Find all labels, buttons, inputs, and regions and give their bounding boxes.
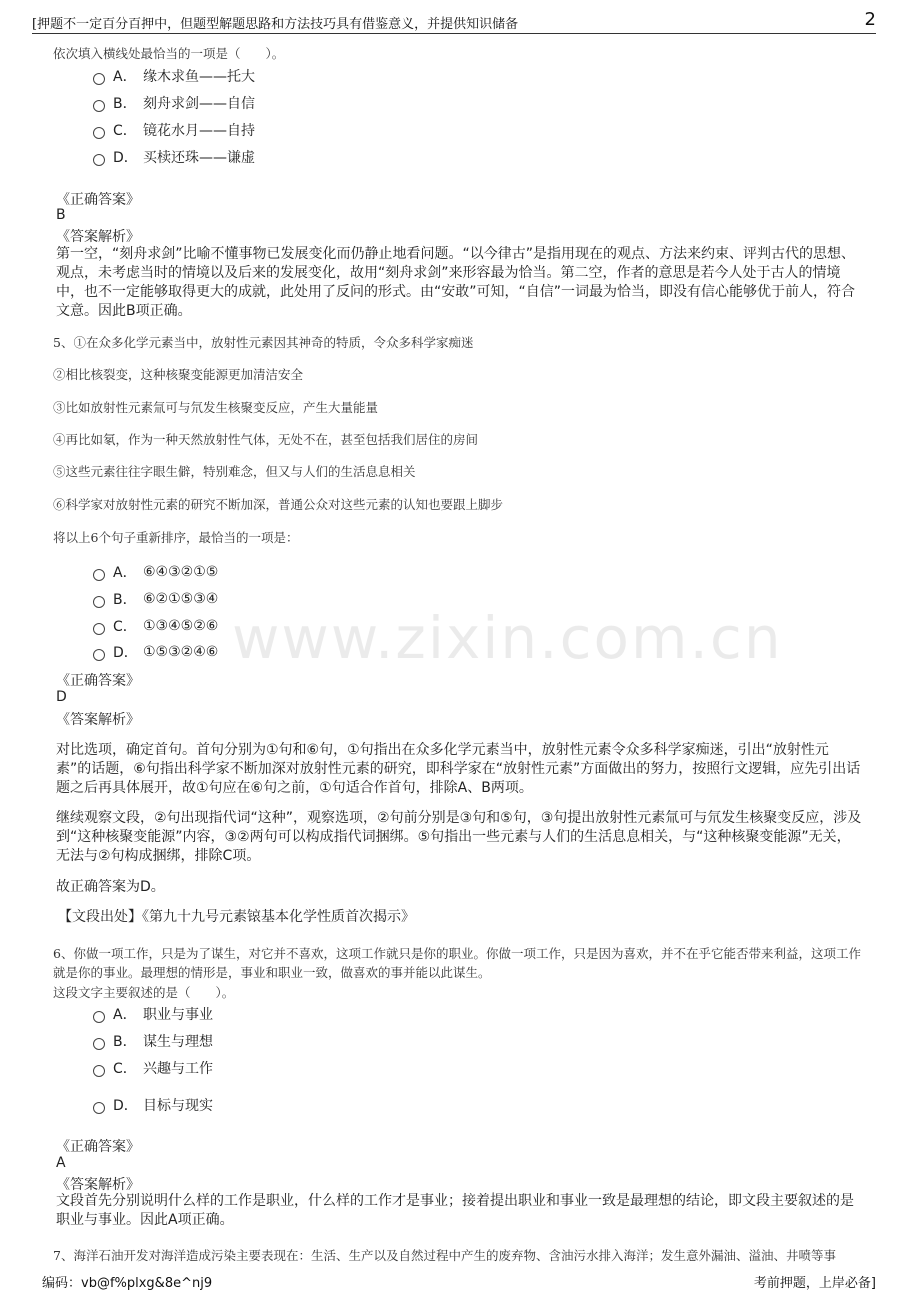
radio-icon[interactable] [93, 623, 105, 635]
option-letter: A． [113, 565, 137, 581]
footer-code: 编码：vb@f%plxg&8e^nj9 [42, 1276, 213, 1291]
q5-option-d[interactable] [93, 642, 218, 662]
q5-analysis-label: 《答案解析》 [56, 712, 140, 728]
q5-answer: D [56, 689, 67, 705]
option-letter: B． [113, 1034, 137, 1050]
radio-icon[interactable] [93, 100, 105, 112]
q5-answer-label: 《正确答案》 [56, 673, 140, 689]
radio-icon[interactable] [93, 1065, 105, 1077]
option-text: ⑥④③②①⑤ [143, 564, 219, 580]
q5-analysis-para-3: 故正确答案为D。 [56, 879, 165, 895]
option-letter: C． [113, 123, 137, 139]
option-letter: B． [113, 96, 137, 112]
option-letter: C． [113, 619, 137, 635]
q4-analysis-label: 《答案解析》 [56, 229, 140, 245]
option-text: 职业与事业 [143, 1007, 213, 1023]
option-text: ⑥②①⑤③④ [143, 591, 219, 607]
q6-answer-label: 《正确答案》 [56, 1139, 140, 1155]
q5-sentence-5: ⑤这些元素往往字眼生僻，特别难念，但又与人们的生活息息相关 [53, 464, 416, 479]
q5-source: 【文段出处】《第九十九号元素锿基本化学性质首次揭示》 [58, 909, 415, 925]
option-letter: D． [113, 150, 138, 166]
q4-option-d[interactable] [93, 147, 255, 167]
option-text: 目标与现实 [143, 1098, 213, 1114]
option-text: 镜花水月——自持 [143, 123, 255, 139]
page-number: 2 [864, 9, 876, 30]
radio-icon[interactable] [93, 569, 105, 581]
q4-option-b[interactable] [93, 93, 255, 113]
q6-analysis-label: 《答案解析》 [56, 1177, 140, 1193]
option-letter: A． [113, 69, 137, 85]
option-text: ①③④⑤②⑥ [143, 618, 219, 634]
q5-analysis-para-2: 继续观察文段，②句出现指代词“这种”，观察选项，②句前分别是③句和⑤句，③句提出放射性元素氚可与氘发生核聚变反应，涉及到“这种核聚变能源”内容，③②两句可以构成指代词捆绑。⑤句指出一些元素与人们的生活息息相关，与“这种核聚变能源”无关，无法与②句构成捆绑，排除C项。 [56, 810, 862, 864]
option-text: 缘木求鱼——托大 [143, 69, 255, 85]
header-text: [押题不一定百分百押中，但题型解题思路和方法技巧具有借鉴意义，并提供知识储备 [32, 17, 519, 32]
option-text: ①⑤③②④⑥ [143, 644, 219, 660]
q5-prompt: 将以上6个句子重新排序，最恰当的一项是： [53, 530, 299, 545]
q6-stem: 6、你做一项工作，只是为了谋生，对它并不喜欢，这项工作就只是你的职业。你做一项工作，只是因为喜欢，并不在乎它能否带来利益，这项工作就是你的事业。最理想的情形是，事业和职业一致，做喜欢的事并能以此谋生。 [53, 946, 861, 980]
option-letter: D． [113, 645, 138, 661]
option-text: 刻舟求剑——自信 [143, 96, 255, 112]
q6-analysis: 文段首先分别说明什么样的工作是职业，什么样的工作才是事业；接着提出职业和事业一致是最理想的结论，即文段主要叙述的是职业与事业。因此A项正确。 [56, 1193, 854, 1228]
q5-analysis-para-1: 对比选项，确定首句。首句分别为①句和⑥句，①句指出在众多化学元素当中，放射性元素令众多科学家痴迷，引出“放射性元素”的话题，⑥句指出科学家不断加深对放射性元素的研究，即科学家在“放射性元素”方面做出的努力，按照行文逻辑，应先引出话题之后再具体展开，故①句应在⑥句之前，①句适合作首句，排除A、B两项。 [56, 742, 861, 796]
option-letter: C． [113, 1061, 137, 1077]
q6-option-d[interactable] [93, 1095, 213, 1115]
q4-option-c[interactable] [93, 120, 255, 140]
q7-stem: 7、海洋石油开发对海洋造成污染主要表现在：生活、生产以及自然过程中产生的废弃物、含油污水排入海洋；发生意外漏油、溢油、井喷等事 [53, 1248, 836, 1263]
option-text: 兴趣与工作 [143, 1061, 213, 1077]
radio-icon[interactable] [93, 73, 105, 85]
radio-icon[interactable] [93, 154, 105, 166]
q5-sentence-1: 5、①在众多化学元素当中，放射性元素因其神奇的特质，令众多科学家痴迷 [53, 335, 474, 350]
q4-answer-label: 《正确答案》 [56, 192, 140, 208]
q6-option-b[interactable] [93, 1031, 213, 1051]
q4-answer: B [56, 207, 66, 223]
option-letter: D． [113, 1098, 138, 1114]
q6-prompt: 这段文字主要叙述的是（ ）。 [53, 985, 235, 1000]
q4-analysis: 第一空，“刻舟求剑”比喻不懂事物已发展变化而仍静止地看问题。“以今律古”是指用现在的观点、方法来约束、评判古代的思想、观点，未考虑当时的情境以及后来的发展变化，故用“刻舟求剑”来形容最为恰当。第二空，作者的意思是若今人处于古人的情境中，也不一定能够取得更大的成就，此处用了反问的形式。由“安敢”可知，“自信”一词最为恰当，即没有信心能够优于前人，符合文意。因此B项正确。 [56, 246, 856, 319]
radio-icon[interactable] [93, 1102, 105, 1114]
q5-sentence-2: ②相比核裂变，这种核聚变能源更加清洁安全 [53, 367, 304, 382]
q4-option-a[interactable] [93, 66, 255, 86]
watermark: www.zixin.com.cn [232, 604, 783, 672]
radio-icon[interactable] [93, 649, 105, 661]
header-divider [32, 33, 876, 34]
option-text: 买椟还珠——谦虚 [143, 150, 255, 166]
q5-option-b[interactable] [93, 589, 218, 609]
radio-icon[interactable] [93, 127, 105, 139]
q6-option-a[interactable] [93, 1004, 213, 1024]
q5-option-a[interactable] [93, 562, 218, 582]
q5-option-c[interactable] [93, 616, 218, 636]
footer-slogan: 考前押题，上岸必备] [753, 1276, 876, 1291]
q5-sentence-4: ④再比如氡，作为一种天然放射性气体，无处不在，甚至包括我们居住的房间 [53, 432, 479, 447]
radio-icon[interactable] [93, 1038, 105, 1050]
option-text: 谋生与理想 [143, 1034, 213, 1050]
q6-answer: A [56, 1155, 66, 1171]
option-letter: B． [113, 592, 137, 608]
radio-icon[interactable] [93, 1011, 105, 1023]
q5-sentence-3: ③比如放射性元素氚可与氘发生核聚变反应，产生大量能量 [53, 400, 379, 415]
radio-icon[interactable] [93, 596, 105, 608]
q5-sentence-6: ⑥科学家对放射性元素的研究不断加深，普通公众对这些元素的认知也要跟上脚步 [53, 497, 504, 512]
option-letter: A． [113, 1007, 137, 1023]
q4-prompt: 依次填入横线处最恰当的一项是（ ）。 [53, 46, 285, 61]
q6-option-c[interactable] [93, 1058, 213, 1078]
